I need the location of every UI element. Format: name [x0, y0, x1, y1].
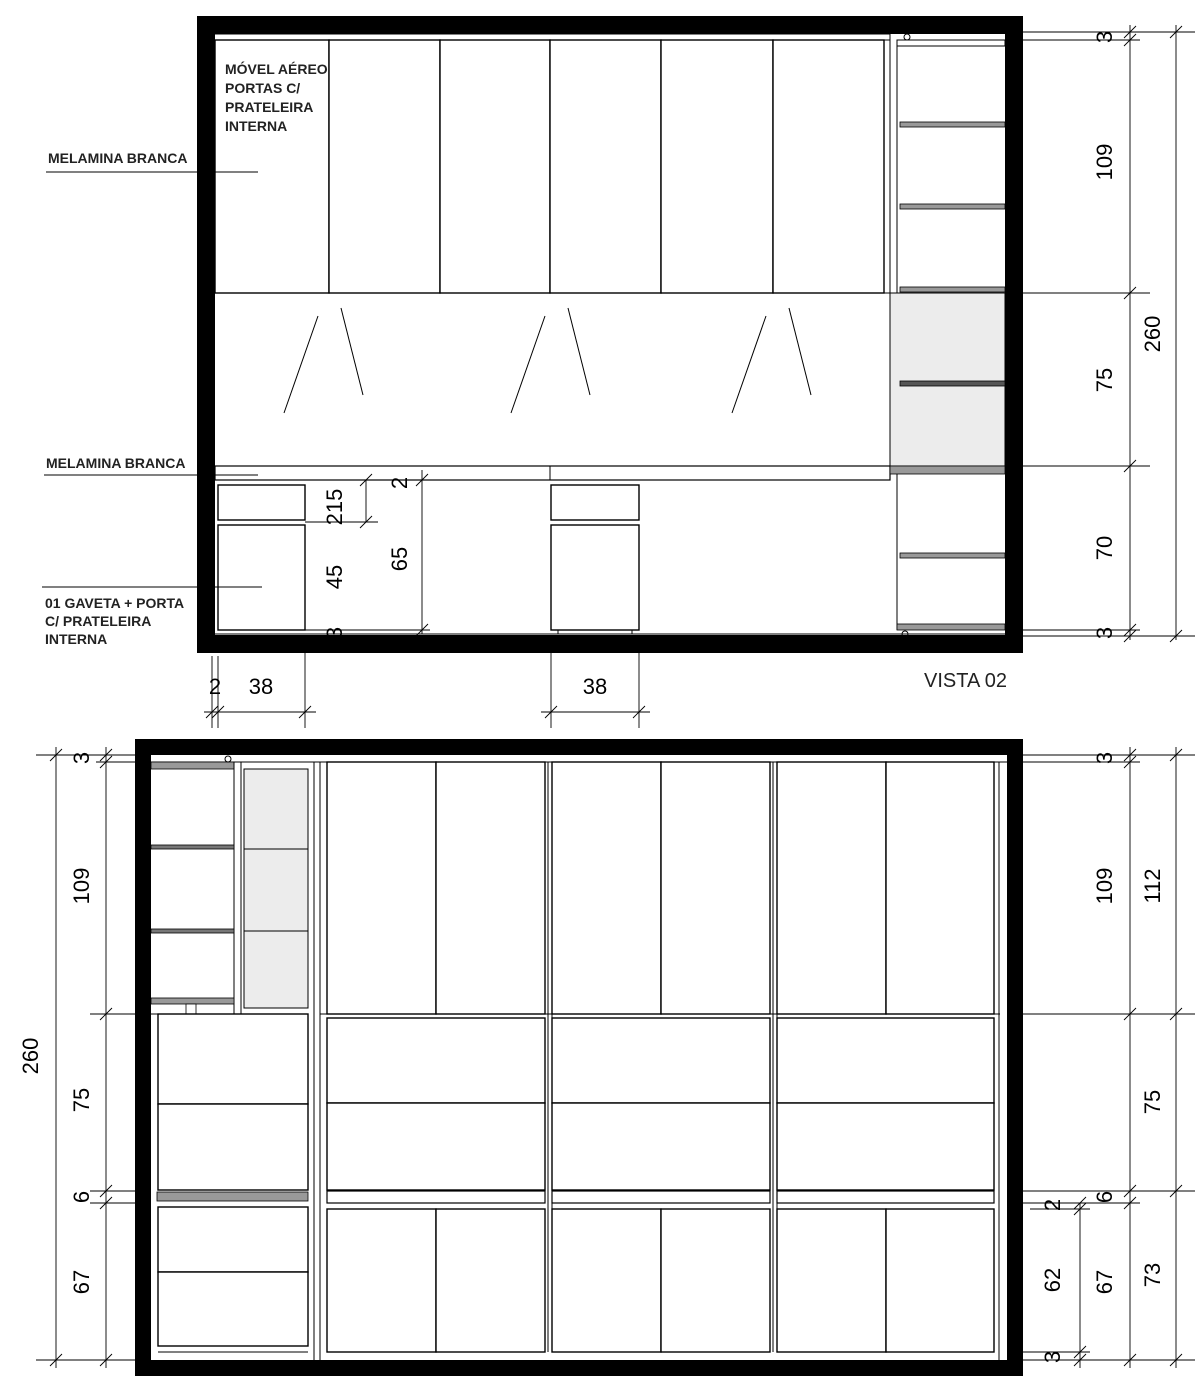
dim-left-67: 67 [69, 1269, 94, 1295]
svg-text:INTERNA: INTERNA [45, 631, 108, 647]
top-bottom-dimensions [204, 640, 650, 728]
svg-text:PRATELEIRA: PRATELEIRA [225, 99, 314, 115]
dim-right-3-top: 3 [1092, 751, 1117, 765]
dim-right-109: 109 [1092, 867, 1117, 905]
dim-70: 70 [1092, 535, 1117, 561]
view-label: VISTA 02 [924, 670, 1008, 692]
bottom-right-dimensions [1015, 747, 1195, 1368]
dim-45: 45 [322, 564, 347, 590]
svg-text:INTERNA: INTERNA [225, 118, 288, 134]
dim-left-6: 6 [69, 1190, 94, 1204]
svg-text:MÓVEL AÉREO: MÓVEL AÉREO [225, 61, 328, 77]
dim-3-top: 3 [1092, 30, 1117, 44]
dim-65: 65 [387, 546, 412, 572]
bottom-left-dimensions [18, 747, 143, 1368]
dim-215: 215 [322, 488, 347, 526]
dim-2-inner: 2 [387, 476, 412, 490]
bottom-upper-doors [320, 762, 1000, 1014]
bottom-mid-panels [327, 1018, 994, 1190]
top-inner-dimensions [305, 470, 440, 639]
backsplash-area [215, 293, 1005, 466]
svg-text:01 GAVETA + PORTA: 01 GAVETA + PORTA [45, 595, 185, 611]
dim-right-3-bottom: 3 [1040, 1350, 1065, 1364]
upper-cabinet-doors [215, 34, 890, 466]
dim-38-left: 38 [248, 674, 274, 699]
dim-right-6: 6 [1092, 1190, 1117, 1204]
svg-text:MELAMINA BRANCA: MELAMINA BRANCA [48, 150, 188, 166]
dim-right-73: 73 [1140, 1262, 1165, 1288]
countertop [215, 466, 890, 480]
svg-text:MELAMINA BRANCA: MELAMINA BRANCA [46, 455, 186, 471]
dim-right-67: 67 [1092, 1269, 1117, 1295]
dim-260-bottom: 260 [18, 1037, 43, 1075]
dim-3-bottom: 3 [1092, 626, 1117, 640]
bottom-lower-doors [327, 1209, 994, 1352]
dim-2-bottom: 2 [208, 674, 222, 699]
dim-38-right: 38 [582, 674, 608, 699]
top-right-dimensions [1005, 25, 1195, 642]
dim-left-109: 109 [69, 867, 94, 905]
dim-left-75: 75 [69, 1087, 94, 1113]
view-top [42, 25, 1195, 728]
bottom-countertop [327, 1191, 994, 1203]
svg-text:C/ PRATELEIRA: C/ PRATELEIRA [45, 613, 152, 629]
svg-text:PORTAS C/: PORTAS C/ [225, 80, 301, 96]
left-tall-unit [151, 756, 308, 1014]
dim-260-top: 260 [1140, 315, 1165, 353]
dim-right-62: 62 [1040, 1267, 1065, 1293]
dim-right-75: 75 [1140, 1089, 1165, 1115]
right-tall-unit [890, 34, 1005, 637]
view-bottom [18, 747, 1195, 1368]
left-lower-panels [157, 1014, 308, 1352]
dim-3-inner: 3 [322, 626, 347, 640]
dim-right-2: 2 [1040, 1198, 1065, 1212]
dim-right-112: 112 [1140, 868, 1165, 904]
dim-75: 75 [1092, 367, 1117, 393]
dim-left-3: 3 [69, 751, 94, 765]
dim-109: 109 [1092, 143, 1117, 181]
